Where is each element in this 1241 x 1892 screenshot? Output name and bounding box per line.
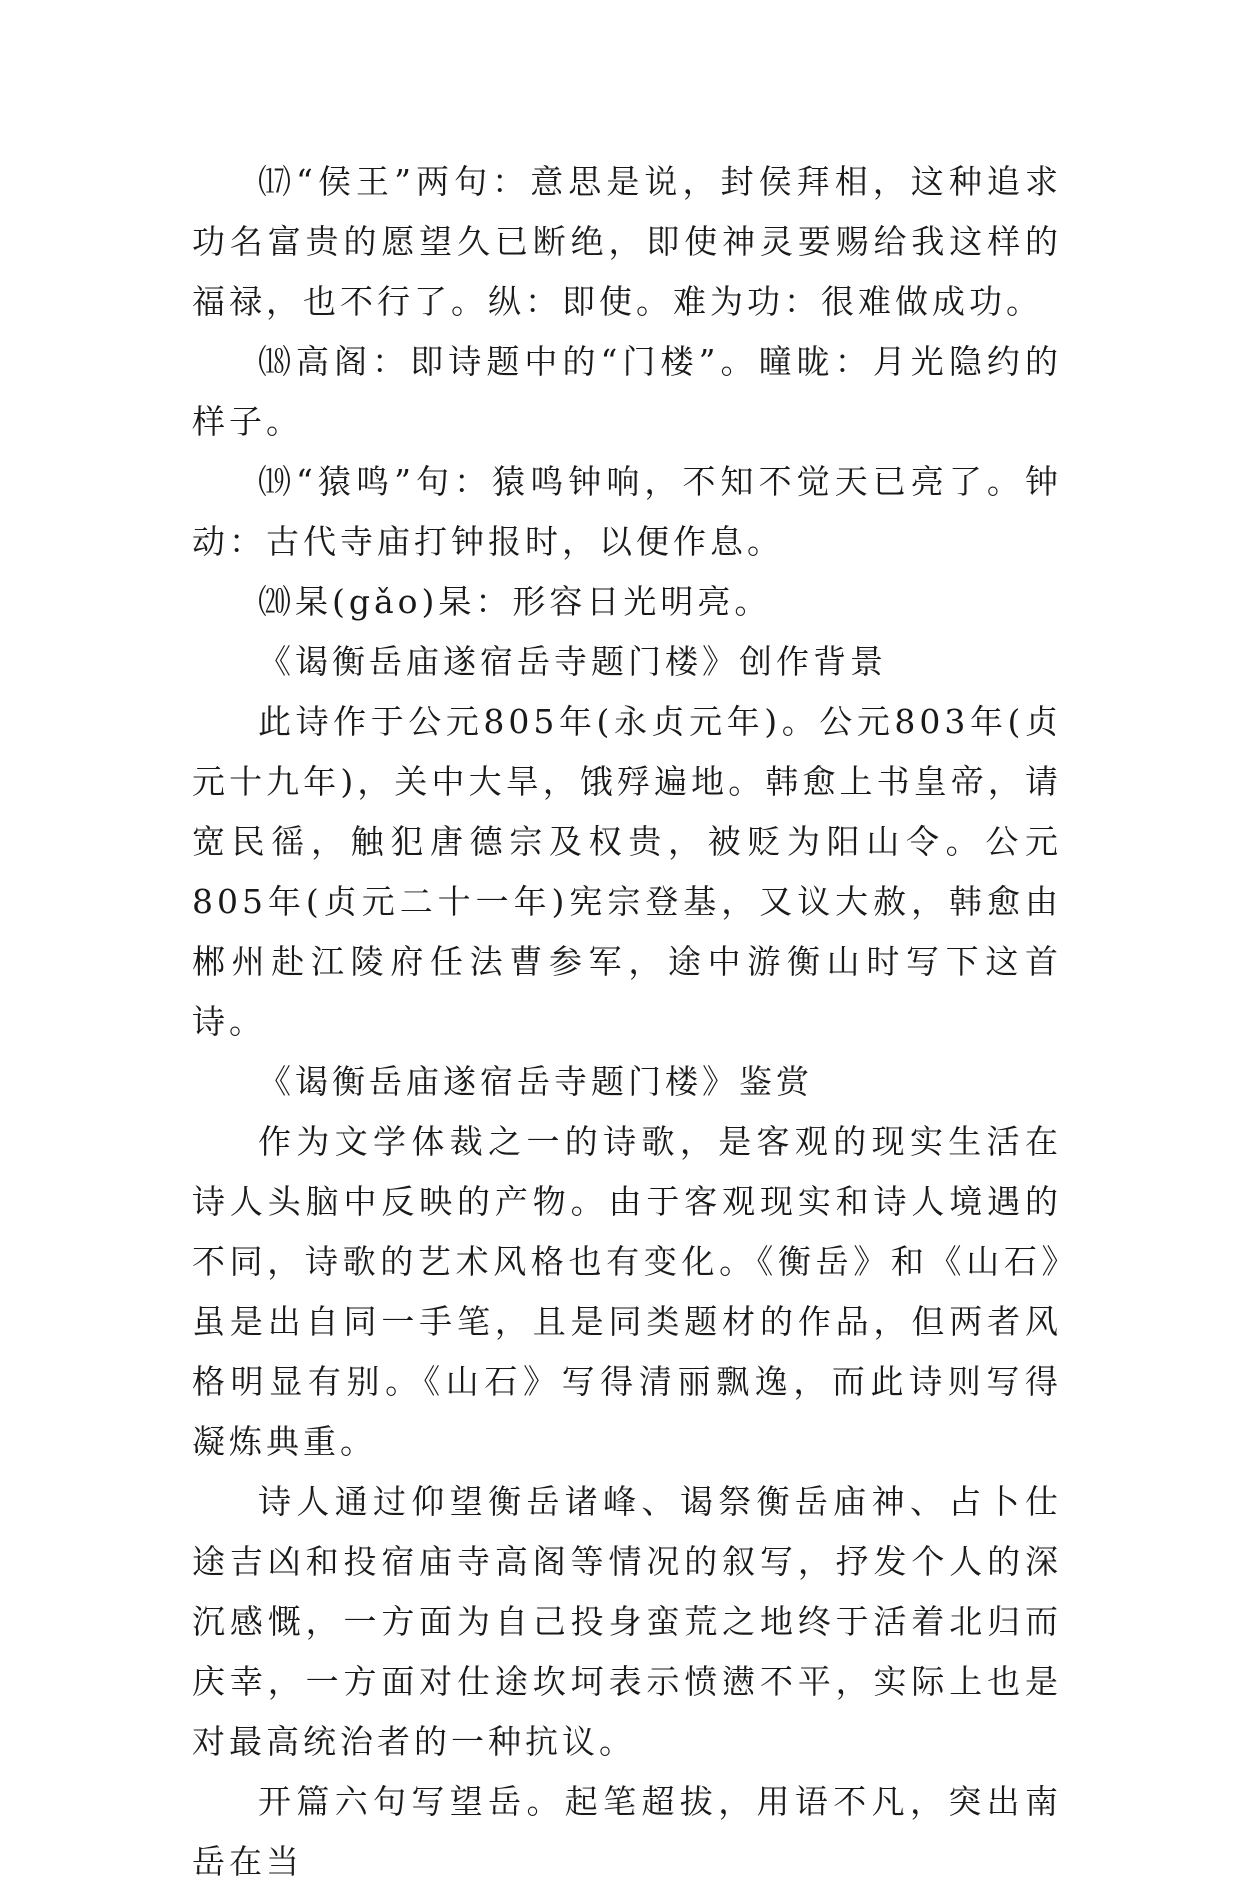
background-heading: 《谒衡岳庙遂宿岳寺题门楼》创作背景 bbox=[258, 642, 887, 681]
appreciation-paragraph-3: 开篇六句写望岳。起笔超拔，用语不凡，突出南岳在当 bbox=[192, 1782, 1062, 1881]
appreciation-heading: 《谒衡岳庙遂宿岳寺题门楼》鉴赏 bbox=[258, 1062, 813, 1101]
note-19-paragraph: ⒆“猿鸣”句：猿鸣钟响，不知不觉天已亮了。钟动：古代寺庙打钟报时，以便作息。 bbox=[192, 462, 1062, 561]
appreciation-paragraph-1: 作为文学体裁之一的诗歌，是客观的现实生活在诗人头脑中反映的产物。由于客观现实和诗人境遇的不同，诗歌的艺术风格也有变化。《衡岳》和《山石》虽是出自同一手笔，且是同类题材的作品，但两者风格明显有别。《山石》写得清丽飘逸，而此诗则写得凝炼典重。 bbox=[192, 1122, 1062, 1461]
appreciation-paragraph-2: 诗人通过仰望衡岳诸峰、谒祭衡岳庙神、占卜仕途吉凶和投宿庙寺高阁等情况的叙写，抒发个人的深沉感慨，一方面为自己投身蛮荒之地终于活着北归而庆幸，一方面对仕途坎坷表示愤懑不平，实际上也是对最高统治者的一种抗议。 bbox=[192, 1482, 1062, 1761]
note-18-paragraph: ⒅高阁：即诗题中的“门楼”。曈昽：月光隐约的样子。 bbox=[192, 342, 1062, 441]
note-17-paragraph: ⒄“侯王”两句：意思是说，封侯拜相，这种追求功名富贵的愿望久已断绝，即使神灵要赐给我这样的福禄，也不行了。纵：即使。难为功：很难做成功。 bbox=[192, 162, 1062, 321]
background-paragraph: 此诗作于公元805年(永贞元年)。公元803年(贞元十九年)，关中大旱，饿殍遍地。韩愈上书皇帝，请宽民徭，触犯唐德宗及权贵，被贬为阳山令。公元805年(贞元二十一年)宪宗登基，又议大赦，韩愈由郴州赴江陵府任法曹参军，途中游衡山时写下这首诗。 bbox=[192, 702, 1062, 1041]
document-page bbox=[192, 152, 1062, 1892]
note-20-paragraph: ⒇杲(gǎo)杲：形容日光明亮。 bbox=[258, 582, 772, 621]
